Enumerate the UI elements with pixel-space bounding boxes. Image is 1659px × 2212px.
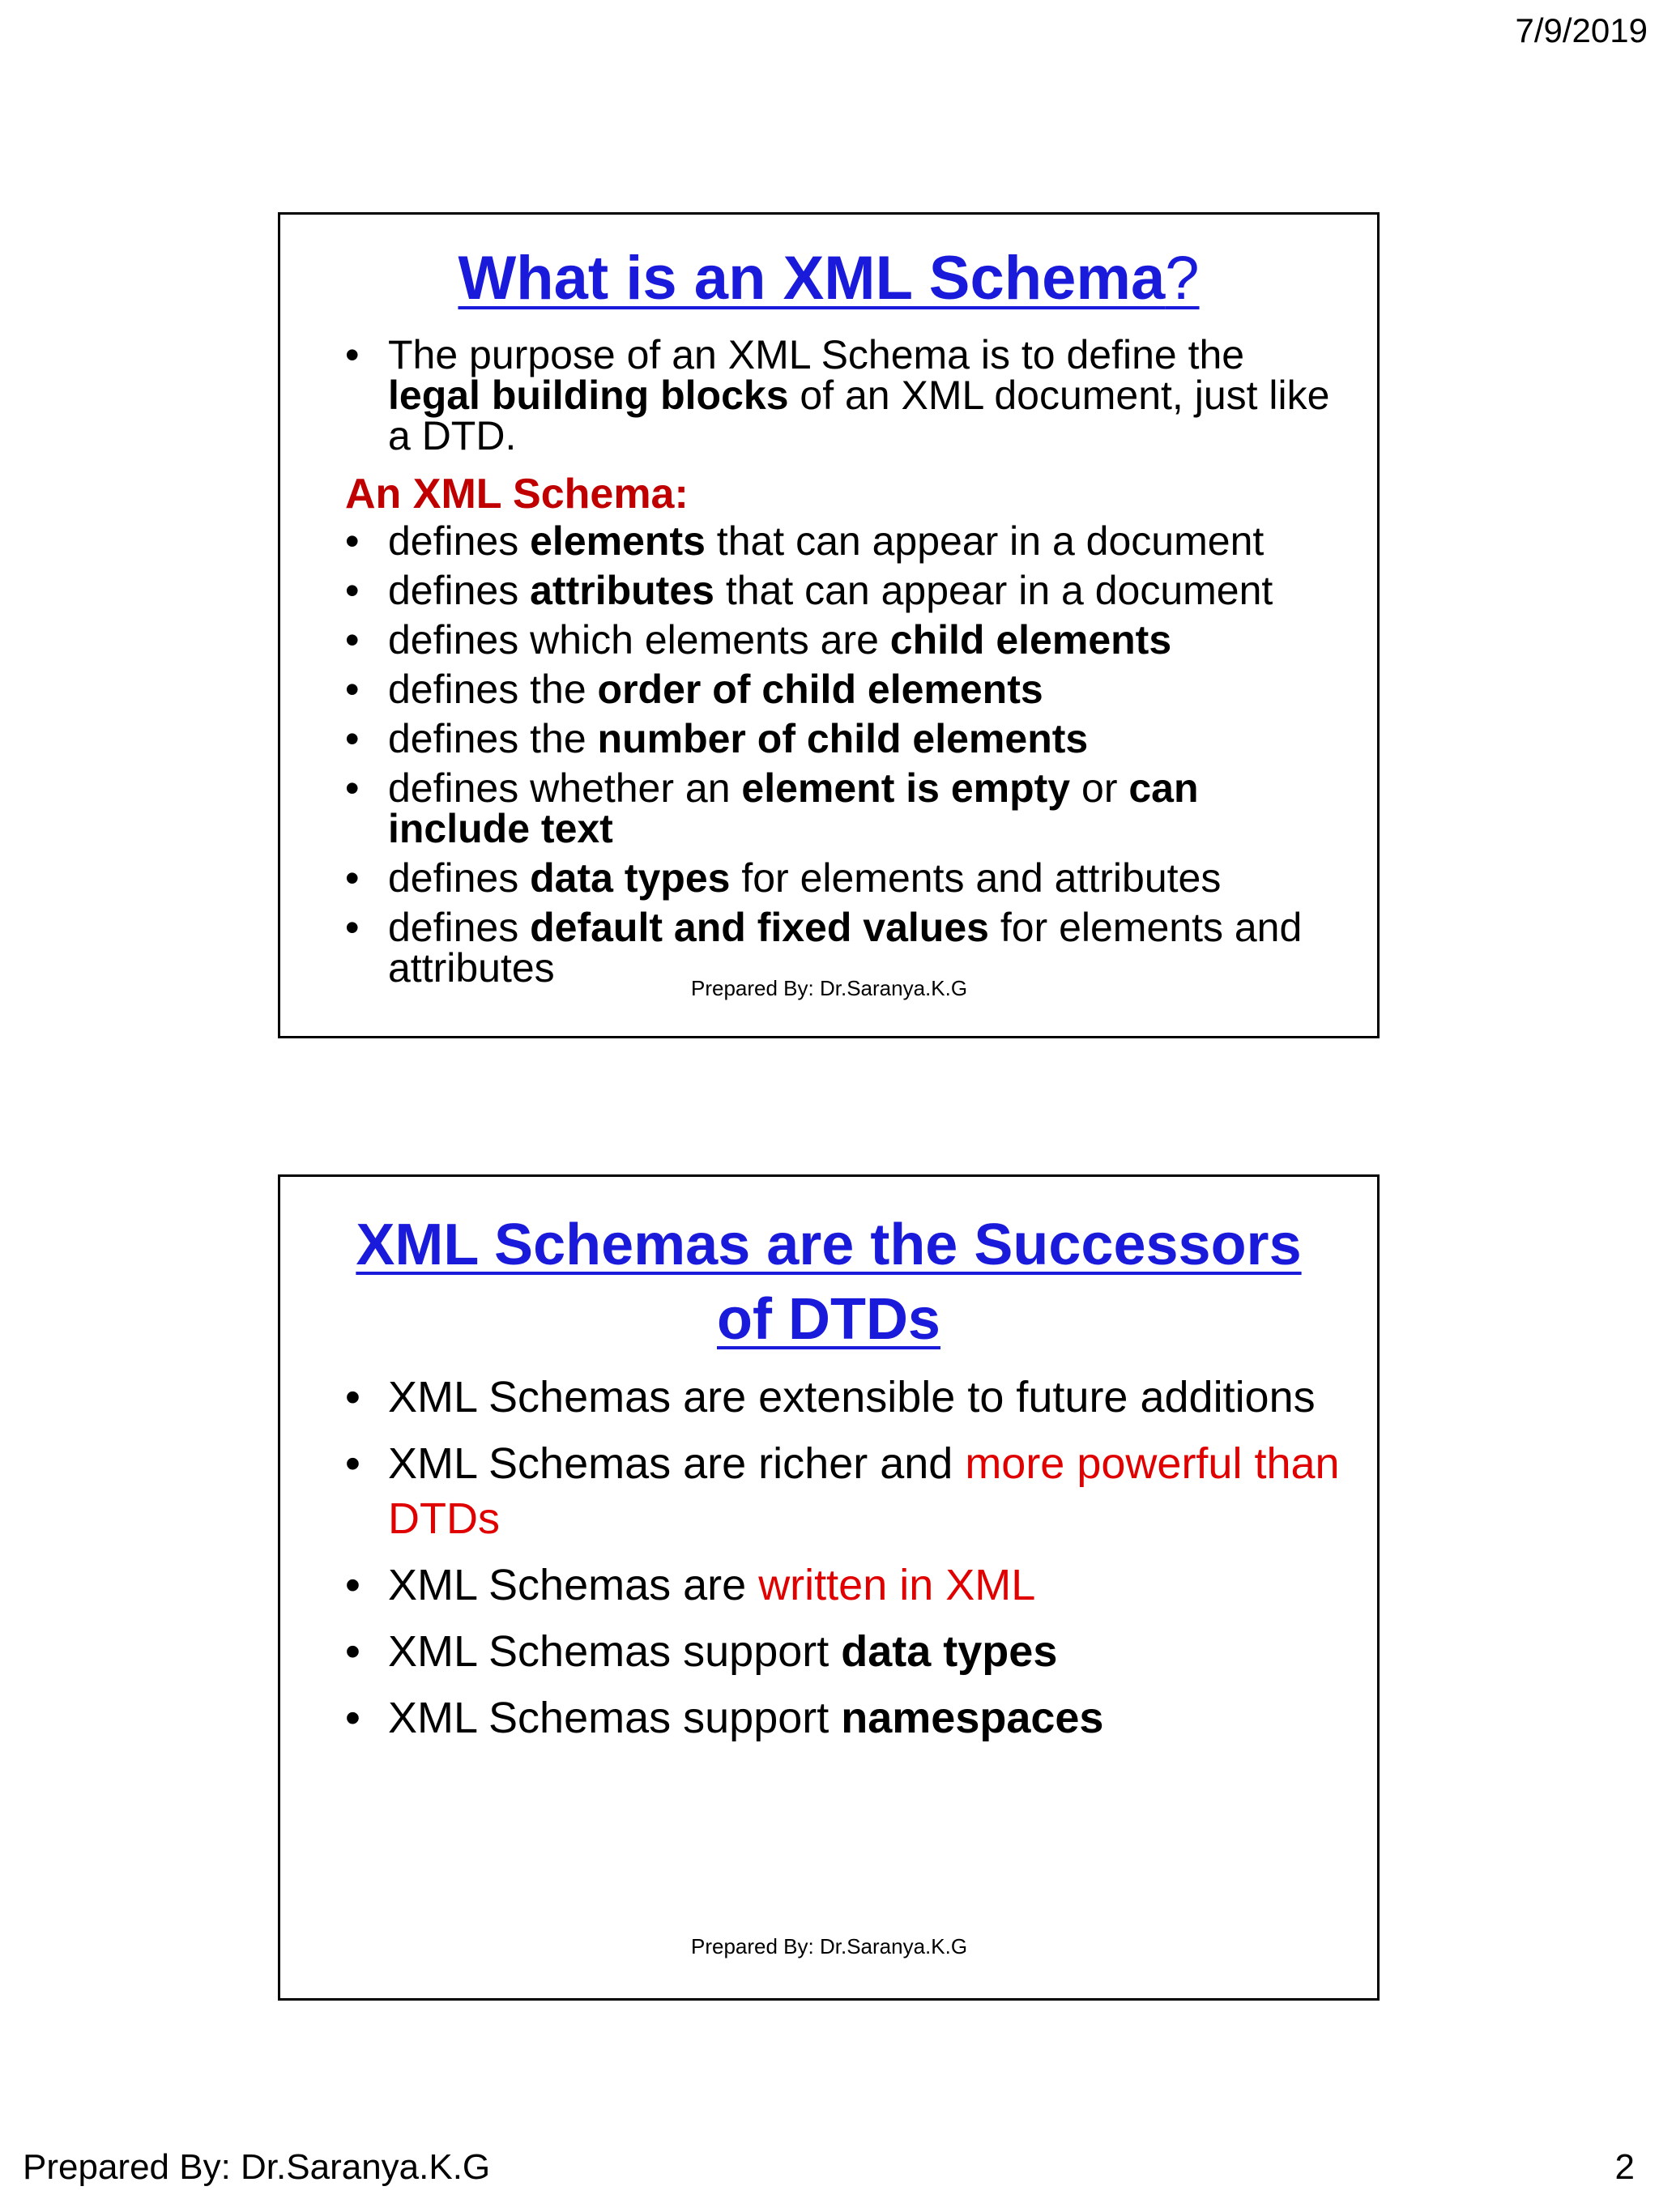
- text-run: defines: [388, 568, 531, 613]
- text-run: XML Schemas support: [388, 1694, 842, 1742]
- text-run: XML Schemas are: [388, 1561, 759, 1609]
- slide-what-is-xml-schema: [278, 212, 1380, 1038]
- text-run: defines: [388, 518, 531, 564]
- text-run: for elements and attributes: [730, 855, 1222, 901]
- bold-run: order of child elements: [597, 667, 1043, 712]
- text-run: for elements and attributes: [388, 905, 1303, 991]
- list-item: [345, 518, 1345, 564]
- slide1-intro-list: [345, 332, 1345, 458]
- slide1-subheading: An XML Schema:: [345, 471, 689, 518]
- slide1-intro-item: [345, 332, 1345, 458]
- footer-prepared-by: Prepared By: Dr.Saranya.K.G: [23, 2147, 491, 2187]
- text-run: XML Schemas are extensible to future additions: [388, 1373, 1316, 1421]
- text-run: that can appear in a document: [705, 518, 1265, 564]
- bold-run: can include text: [388, 765, 1199, 851]
- text-run: defines the: [388, 716, 598, 761]
- bold-run: legal building blocks: [388, 373, 789, 418]
- bold-run: default and fixed values: [530, 905, 989, 950]
- red-run: more powerful than DTDs: [388, 1439, 1340, 1543]
- bold-run: namespaces: [841, 1694, 1104, 1742]
- text-run: defines which elements are: [388, 617, 890, 663]
- list-item: [345, 1436, 1345, 1546]
- text-run: defines the: [388, 667, 598, 712]
- bold-run: attributes: [530, 568, 714, 613]
- list-item: [345, 1690, 1345, 1745]
- slide1-title-text: What is an XML Schema: [458, 244, 1166, 313]
- text-run: defines: [388, 905, 531, 950]
- bold-run: data types: [530, 855, 731, 901]
- red-run: written in XML: [758, 1561, 1036, 1609]
- list-item: [345, 1624, 1345, 1679]
- slide1-bullet-list: [345, 518, 1345, 997]
- slide-xml-schemas-successors: [278, 1174, 1380, 2001]
- slide1-title: [280, 242, 1377, 315]
- page-number: 2: [1614, 2147, 1635, 2187]
- text-run: defines whether an: [388, 765, 742, 811]
- list-item: [345, 1370, 1345, 1425]
- text-run: that can appear in a document: [714, 568, 1273, 613]
- bold-run: elements: [530, 518, 706, 564]
- bold-run: child elements: [889, 617, 1172, 663]
- text-run: XML Schemas support: [388, 1627, 842, 1676]
- slide2-title-line2: of DTDs: [717, 1287, 940, 1352]
- slide2-title-line1: XML Schemas are the Successors: [356, 1213, 1302, 1277]
- text-run: or: [1070, 765, 1129, 811]
- list-item: [345, 617, 1345, 663]
- bold-run: data types: [841, 1627, 1058, 1676]
- text-run: XML Schemas are richer and: [388, 1439, 966, 1488]
- slide1-title-suffix: ?: [1165, 244, 1200, 313]
- list-item: [345, 718, 1345, 759]
- bold-run: element is empty: [741, 765, 1071, 811]
- bold-run: number of child elements: [597, 716, 1089, 761]
- page-date: 7/9/2019: [1515, 11, 1648, 49]
- slide2-prepared-by: Prepared By: Dr.Saranya.K.G: [691, 1934, 968, 1958]
- text-run: defines: [388, 855, 531, 901]
- slide2-title: [280, 1208, 1377, 1357]
- list-item: [345, 570, 1345, 611]
- text-run: The purpose of an XML Schema is to define the: [388, 332, 1245, 377]
- text-run: of an XML document, just like a DTD.: [388, 373, 1330, 458]
- list-item: [345, 669, 1345, 710]
- slide1-prepared-by: Prepared By: Dr.Saranya.K.G: [691, 976, 968, 1000]
- list-item: [345, 1558, 1345, 1613]
- slide2-bullet-list: [345, 1370, 1345, 1757]
- list-item: [345, 765, 1345, 851]
- list-item: [345, 855, 1345, 901]
